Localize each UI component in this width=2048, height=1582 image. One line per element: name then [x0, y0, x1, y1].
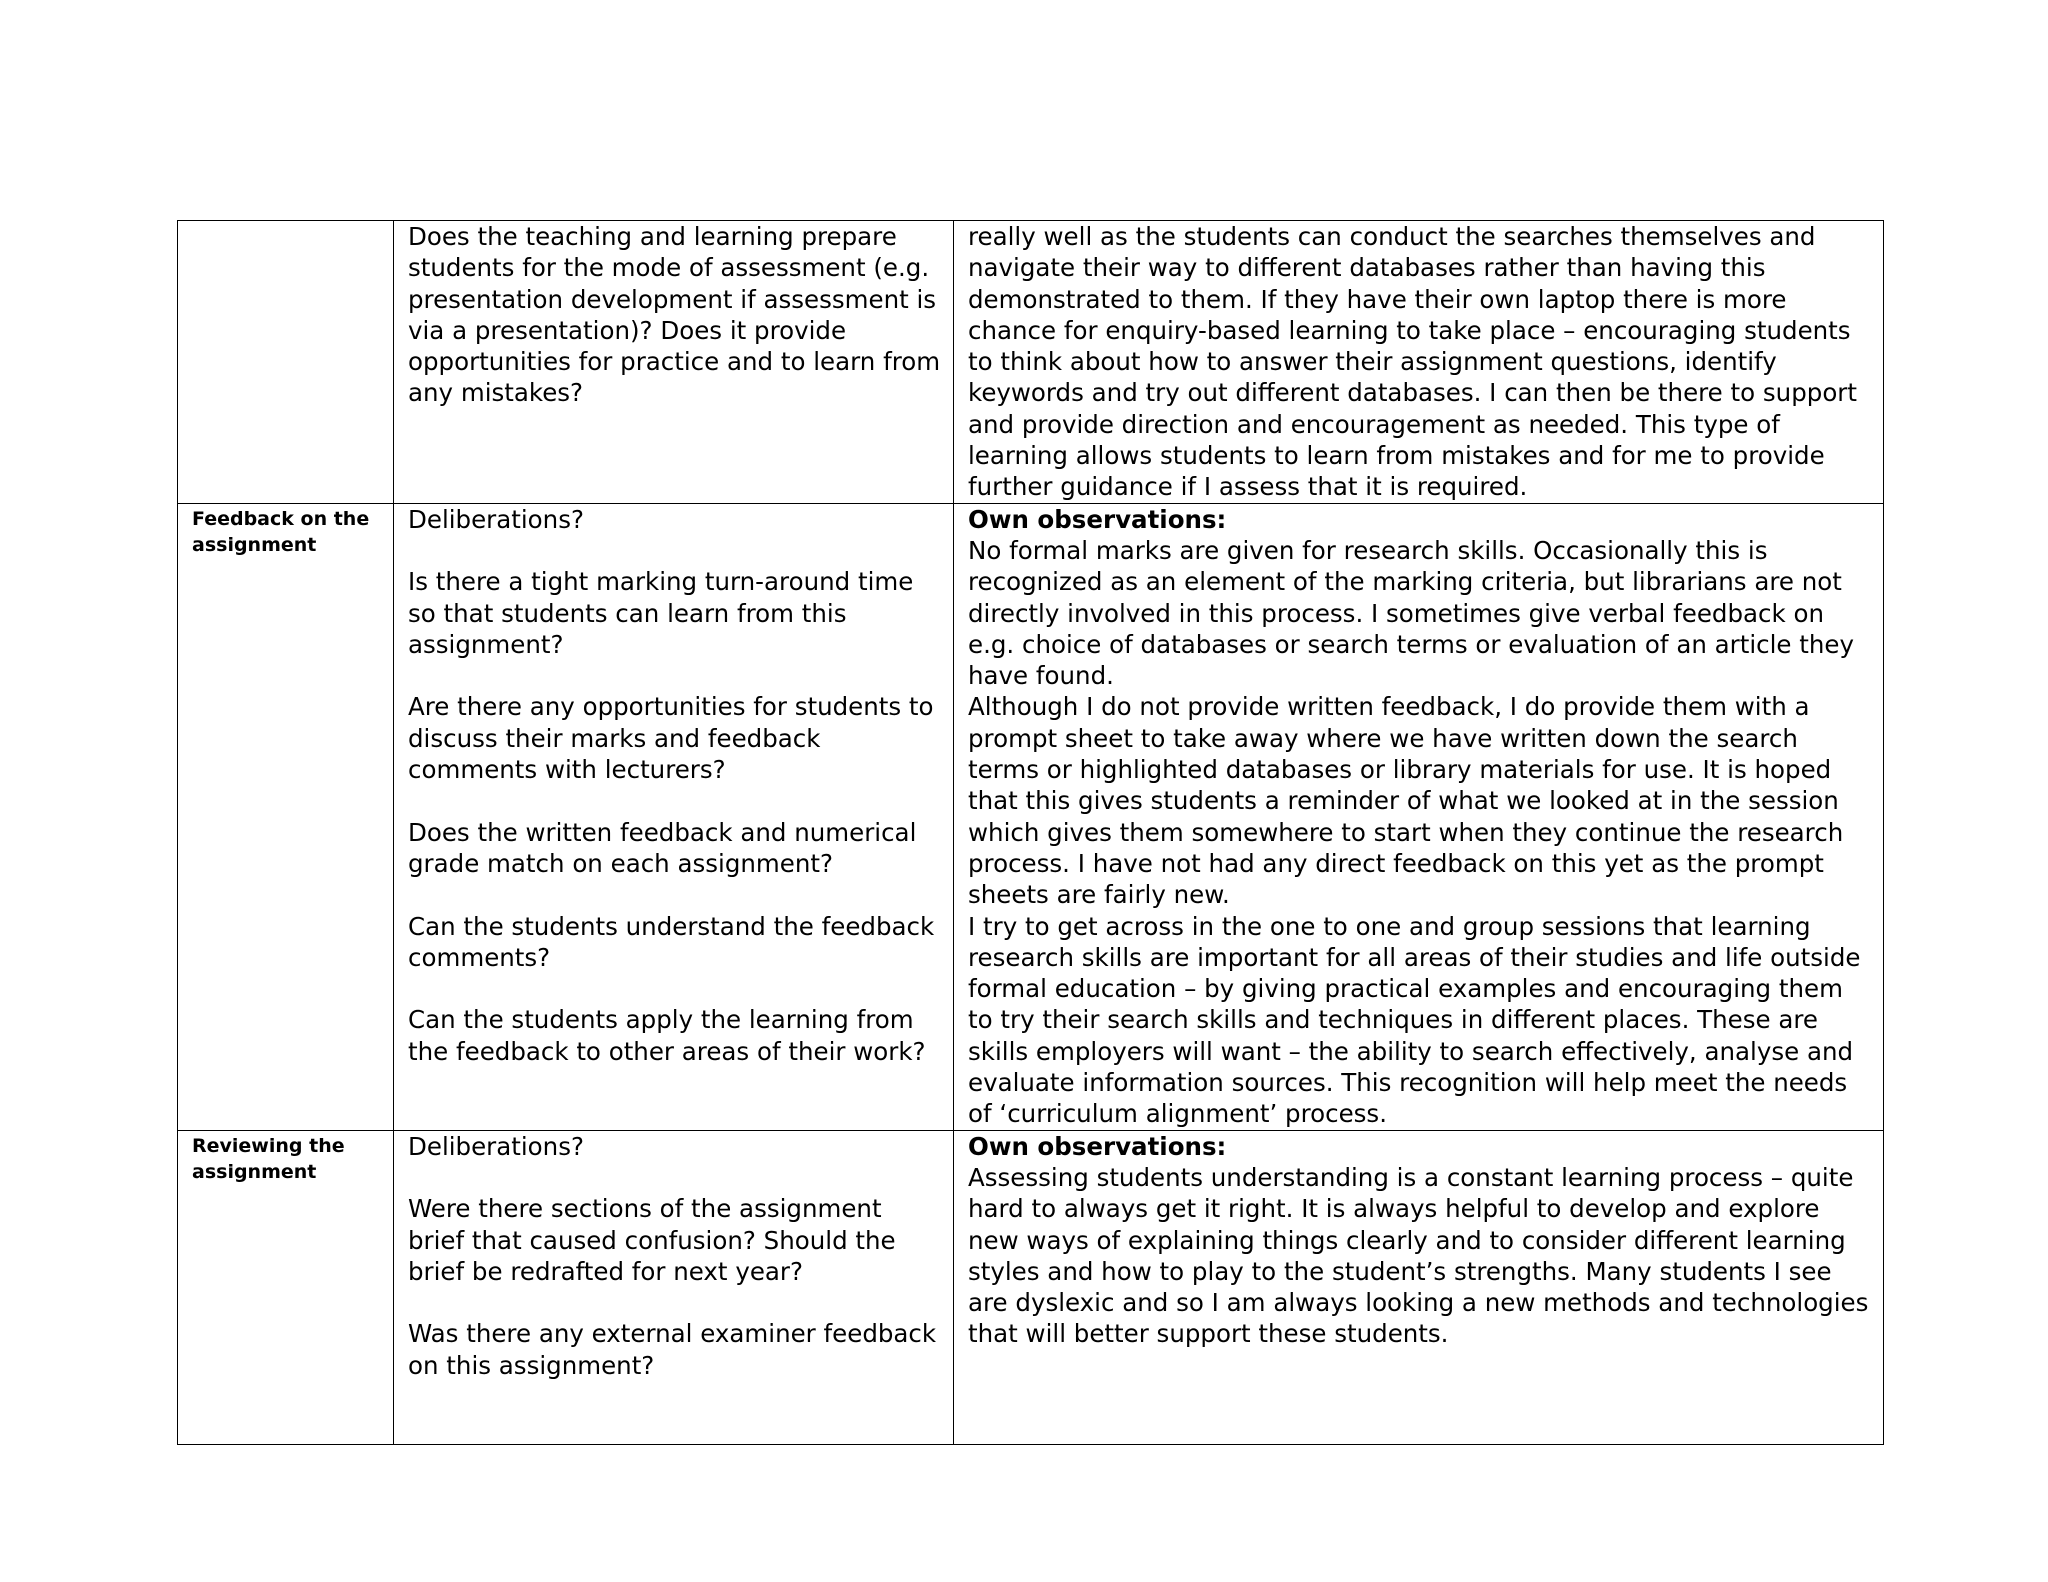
observations-heading: Own observations:: [968, 504, 1227, 534]
deliberations-heading: Deliberations?: [408, 504, 584, 534]
table-row: [178, 1130, 1884, 1444]
question-text: Is there a tight marking turn-around time so that students can learn from this assignment?: [408, 567, 914, 659]
question-text: Are there any opportunities for students to discuss their marks and feedback comments with lecturers?: [408, 692, 934, 785]
question-text: Were there sections of the assignment brief that caused confusion? Should the brief be redrafted for next year?: [408, 1194, 896, 1286]
observation-paragraph: Although I do not provide written feedback, I do provide them with a prompt sheet to take away where we have written down the search terms or highlighted databases or library materials for use. It is hoped that this gives students a reminder of what we looked at in the session which gives them somewhere to start when they continue the research process. I have not had any direct feedback on this yet as the prompt sheets are fairly new.: [968, 692, 1844, 910]
observations-heading: Own observations:: [968, 1131, 1227, 1161]
table-row: [178, 503, 1884, 1130]
observations-cell: [954, 221, 1884, 504]
question-text: Does the written feedback and numerical grade match on each assignment?: [408, 817, 917, 878]
stage-cell: [178, 1130, 394, 1444]
question-text: Can the students apply the learning from the feedback to other areas of their work?: [408, 1005, 926, 1066]
question-text: Can the students understand the feedback comments?: [408, 911, 935, 972]
observation-paragraph: No formal marks are given for research skills. Occasionally this is recognized as an element of the marking criteria, but librarians are not directly involved in this process. I sometimes give verbal feedback on e.g. choice of databases or search terms or evaluation of an article they have found.: [968, 535, 1854, 691]
observation-paragraph: I try to get across in the one to one and group sessions that learning research skills are important for all areas of their studies and life outside formal education – by giving practical examples and encouraging them to try their search skills and techniques in different places. These are skills employers will want – the ability to search effectively, analyse and evaluate information sources. This recognition will help meet the needs of ‘curriculum alignment’ process.: [968, 911, 1861, 1129]
question-text: Does the teaching and learning prepare students for the mode of assessment (e.g. presentation development if assessment is via a presentation)? Does it provide opportunities for practice and to learn from any mistakes?: [408, 222, 941, 408]
reflection-table: [177, 220, 1884, 1445]
questions-cell: [394, 221, 954, 504]
observations-cell: [954, 503, 1884, 1130]
stage-label: Feedback on the assignment: [192, 507, 370, 556]
question-text: Was there any external examiner feedback on this assignment?: [408, 1319, 937, 1380]
stage-cell: [178, 503, 394, 1130]
observations-cell: [954, 1130, 1884, 1444]
stage-cell: [178, 221, 394, 504]
stage-label: [192, 221, 381, 223]
questions-cell: [394, 1130, 954, 1444]
deliberations-heading: Deliberations?: [408, 1131, 584, 1161]
observation-paragraph: really well as the students can conduct the searches themselves and navigate their way to different databases rather than having this demonstrated to them. If they have their own laptop there is more chance for enquiry-based learning to take place – encouraging students to think about how to answer their assignment questions, identify keywords and try out different databases. I can then be there to support and provide direction and encouragement as needed. This type of learning allows students to learn from mistakes and for me to provide further guidance if I assess that it is required.: [968, 222, 1857, 502]
questions-cell: [394, 503, 954, 1130]
stage-label: Reviewing the assignment: [192, 1134, 345, 1183]
observation-paragraph: Assessing students understanding is a constant learning process – quite hard to always get it right. It is always helpful to develop and explore new ways of explaining things clearly and to consider different learning styles and how to play to the student’s strengths. Many students I see are dyslexic and so I am always looking a new methods and technologies that will better support these students.: [968, 1162, 1869, 1349]
table-row: [178, 221, 1884, 504]
